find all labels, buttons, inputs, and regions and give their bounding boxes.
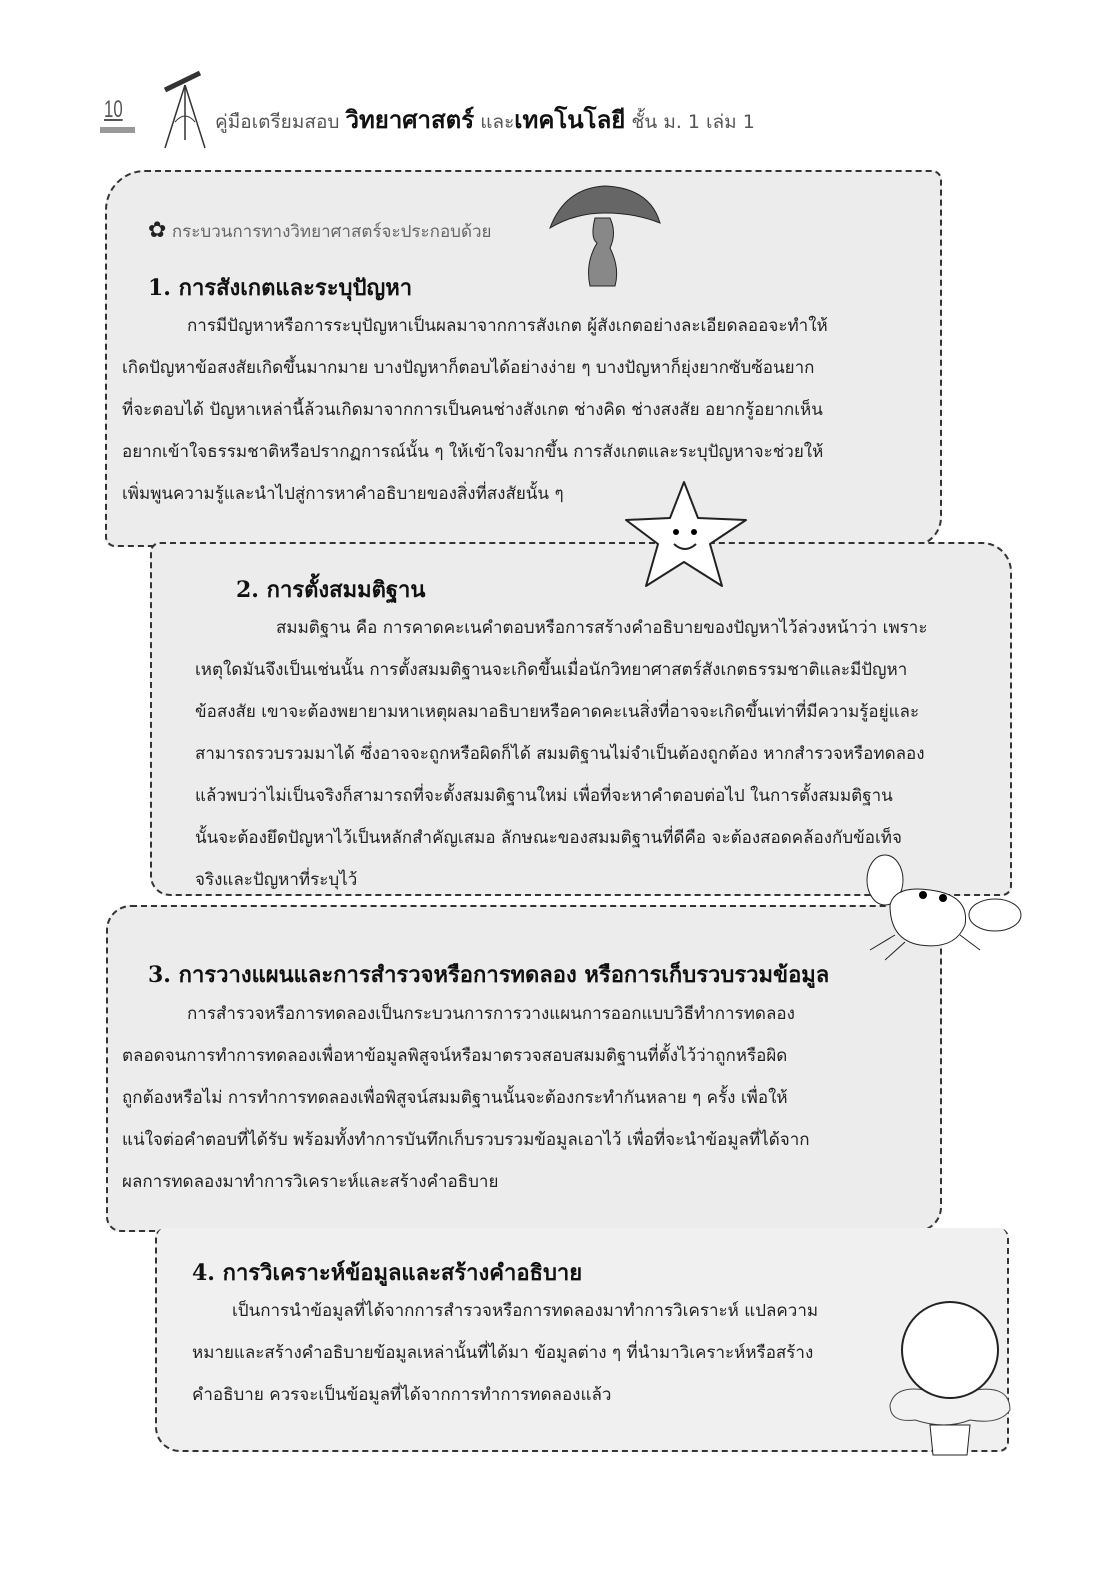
s4-line: เป็นการนำข้อมูลที่ได้จากการสำรวจหรือการทดลองมาทำการวิเคราะห์ แปลความ [232, 1301, 819, 1321]
s2-line: ข้อสงสัย เขาจะต้องพยายามหาเหตุผลมาอธิบายหรือคาดคะเนสิ่งที่อาจจะเกิดขึ้นเท่าที่มีความรู้อยู่และ [195, 702, 920, 722]
s1-line: เพิ่มพูนความรู้และนำไปสู่การหาคำอธิบายของสิ่งที่สงสัยนั้น ๆ [122, 484, 564, 504]
running-header [215, 100, 755, 139]
s1-line: เกิดปัญหาข้อสงสัยเกิดขึ้นมากมาย บางปัญหาก็ตอบได้อย่างง่าย ๆ บางปัญหาก็ยุ่งยากซับซ้อนยาก [122, 358, 815, 378]
s3-line: ถูกต้องหรือไม่ การทำการทดลองเพื่อพิสูจน์สมมติฐานนั้นจะต้องกระทำกันหลาย ๆ ครั้ง เพื่อให้ [122, 1088, 788, 1108]
mushroom-icon [545, 183, 665, 288]
crab-icon [855, 850, 1025, 965]
section-3-heading: 3. การวางแผนและการสำรวจหรือการทดลอง หรือการเก็บรวบรวมข้อมูล [148, 962, 830, 988]
s3-line: แน่ใจต่อคำตอบที่ได้รับ พร้อมทั้งทำการบันทึกเก็บรวบรวมข้อมูลเอาไว้ เพื่อที่จะนำข้อมูลที่ได้จาก [122, 1130, 810, 1150]
intro-line [148, 218, 492, 245]
flower-icon: ✿ [148, 218, 167, 243]
header-subject-tech: เทคโนโลยี [514, 106, 626, 134]
section-1-heading: 1. การสังเกตและระบุปัญหา [148, 275, 413, 301]
star-icon [622, 478, 750, 590]
section-2-heading: 2. การตั้งสมมติฐาน [236, 577, 426, 603]
s3-line: การสำรวจหรือการทดลองเป็นกระบวนการการวางแผนการออกแบบวิธีทำการทดลอง [187, 1004, 795, 1024]
header-prefix: คู่มือเตรียมสอบ [215, 111, 340, 133]
s1-line: อยากเข้าใจธรรมชาติหรือปรากฏการณ์นั้น ๆ ให้เข้าใจมากขึ้น การสังเกตและระบุปัญหาจะช่วยให้ [122, 442, 824, 462]
s2-line: แล้วพบว่าไม่เป็นจริงก็สามารถที่จะตั้งสมมติฐานใหม่ เพื่อที่จะหาคำตอบต่อไป ในการตั้งสมมติฐาน [195, 786, 893, 806]
s1-line: ที่จะตอบได้ ปัญหาเหล่านี้ล้วนเกิดมาจากการเป็นคนช่างสังเกต ช่างคิด ช่างสงสัย อยากรู้อยากเห็น [122, 400, 823, 420]
s1-line: การมีปัญหาหรือการระบุปัญหาเป็นผลมาจากการสังเกต ผู้สังเกตอย่างละเอียดลออจะทำให้ [187, 316, 828, 336]
telescope-icon [155, 70, 215, 150]
intro-text: กระบวนการทางวิทยาศาสตร์จะประกอบด้วย [171, 222, 492, 242]
page-number-bar [100, 127, 135, 133]
hot-air-balloon-icon [885, 1295, 1015, 1465]
s2-line: เหตุใดมันจึงเป็นเช่นนั้น การตั้งสมมติฐานจะเกิดขึ้นเมื่อนักวิทยาศาสตร์สังเกตธรรมชาติและมีปัญหา [195, 660, 908, 680]
header-grade: ชั้น ม. 1 เล่ม 1 [631, 111, 755, 133]
s2-line: จริงและปัญหาที่ระบุไว้ [195, 870, 358, 890]
s2-line: สมมติฐาน คือ การคาดคะเนคำตอบหรือการสร้างคำอธิบายของปัญหาไว้ล่วงหน้าว่า เพราะ [276, 618, 928, 638]
s2-line: สามารถรวบรวมมาได้ ซึ่งอาจจะถูกหรือผิดก็ได้ สมมติฐานไม่จำเป็นต้องถูกต้อง หากสำรวจหรือทดลอง [195, 744, 925, 764]
page-number: 10 [104, 96, 123, 123]
s3-line: ตลอดจนการทำการทดลองเพื่อหาข้อมูลพิสูจน์หรือมาตรวจสอบสมมติฐานที่ตั้งไว้ว่าถูกหรือผิด [122, 1046, 788, 1066]
s4-line: หมายและสร้างคำอธิบายข้อมูลเหล่านั้นที่ได้มา ข้อมูลต่าง ๆ ที่นำมาวิเคราะห์หรือสร้าง [192, 1343, 814, 1363]
s2-line: นั้นจะต้องยึดปัญหาไว้เป็นหลักสำคัญเสมอ ลักษณะของสมมติฐานที่ดีคือ จะต้องสอดคล้องกับข้อเท็จ [195, 828, 902, 848]
header-conj: และ [480, 111, 515, 133]
section-4-heading: 4. การวิเคราะห์ข้อมูลและสร้างคำอธิบาย [192, 1260, 583, 1286]
header-subject-science: วิทยาศาสตร์ [345, 106, 475, 134]
s4-line: คำอธิบาย ควรจะเป็นข้อมูลที่ได้จากการทำการทดลองแล้ว [192, 1385, 612, 1405]
s3-line: ผลการทดลองมาทำการวิเคราะห์และสร้างคำอธิบาย [122, 1172, 499, 1192]
